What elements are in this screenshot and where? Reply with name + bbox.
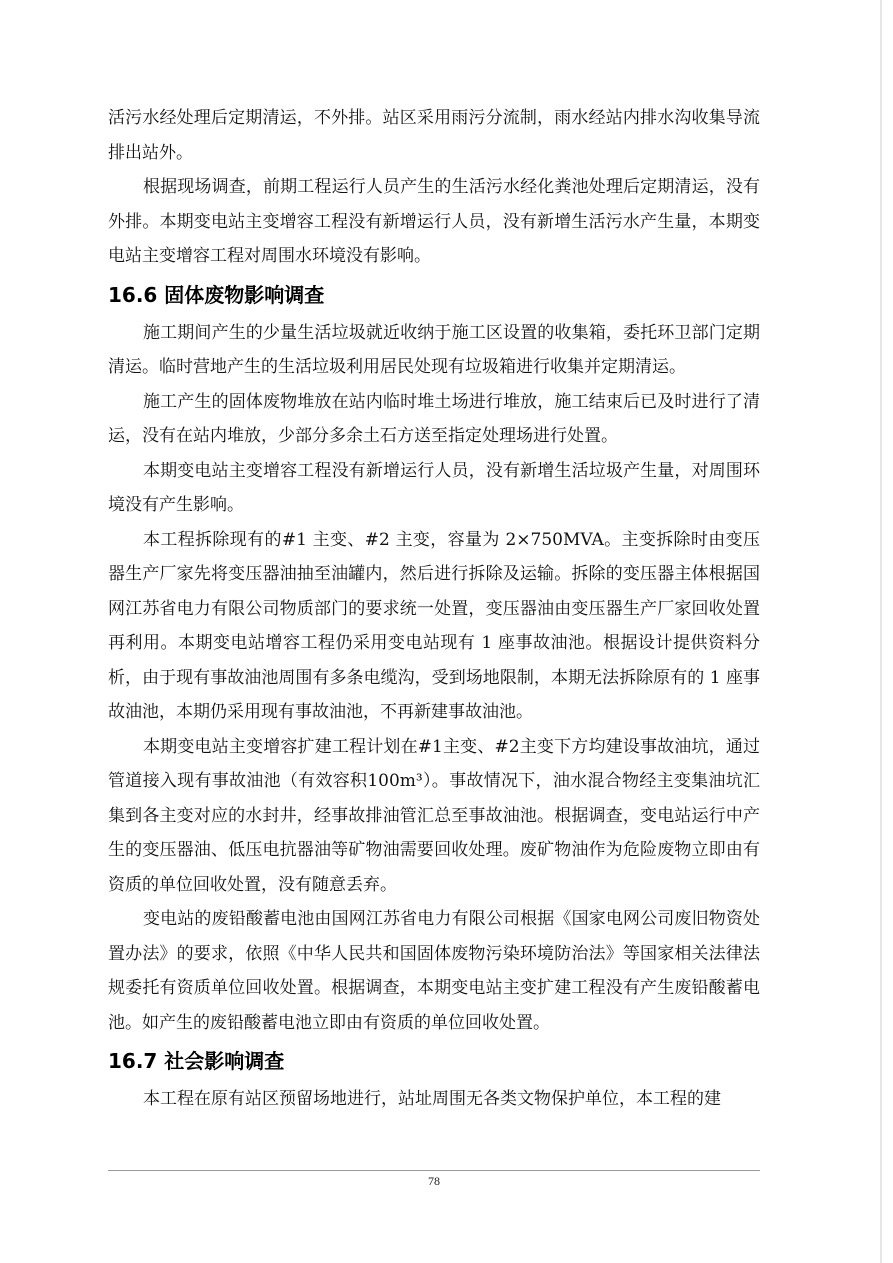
paragraph: 施工产生的固体废物堆放在站内临时堆土场进行堆放，施工结束后已及时进行了清运，没有在站内堆放，少部分多余土石方送至指定处理场进行处置。	[108, 391, 760, 446]
section-heading-16-6: 16.6 固体废物影响调查	[108, 282, 325, 307]
paragraph: 根据现场调查，前期工程运行人员产生的生活污水经化粪池处理后定期清运，没有外排。本期变电站主变增容工程没有新增运行人员，没有新增生活污水产生量，本期变电站主变增容工程对周围水环境没有影响。	[108, 177, 760, 266]
section-heading-16-7: 16.7 社会影响调查	[108, 1049, 285, 1073]
page-number: 78	[428, 1174, 440, 1188]
page-body	[108, 101, 760, 1117]
paragraph: 变电站的废铅酸蓄电池由国网江苏省电力有限公司根据《国家电网公司废旧物资处置办法》的要求，依照《中华人民共和国固体废物污染环境防治法》等国家相关法律法规委托有资质单位回收处置。根据调查，本期变电站主变扩建工程没有产生废铅酸蓄电池。如产生的废铅酸蓄电池立即由有资质的单位回收处置。	[108, 909, 760, 1033]
paragraph: 施工期间产生的少量生活垃圾就近收纳于施工区设置的收集箱，委托环卫部门定期清运。临时营地产生的生活垃圾利用居民处现有垃圾箱进行收集并定期清运。	[108, 322, 760, 377]
paragraph: 本期变电站主变增容工程没有新增运行人员，没有新增生活垃圾产生量，对周围环境没有产生影响。	[108, 460, 760, 515]
paragraph-continuation: 活污水经处理后定期清运，不外排。站区采用雨污分流制，雨水经站内排水沟收集导流排出站外。	[108, 108, 760, 163]
paragraph: 本工程拆除现有的#1 主变、#2 主变，容量为 2×750MVA。主变拆除时由变压器生产厂家先将变压器油抽至油罐内，然后进行拆除及运输。拆除的变压器主体根据国网江苏省电力有限公司物质部门的要求统一处置，变压器油由变压器生产厂家回收处置再利用。本期变电站增容工程仍采用变电站现有 1 座事故油池。根据设计提供资料分析，由于现有事故油池周围有多条电缆沟，受到场地限制，本期无法拆除原有的 1 座事故油池，本期仍采用现有事故油池，不再新建事故油池。	[108, 529, 760, 722]
footer-divider	[108, 1170, 760, 1171]
paragraph: 本期变电站主变增容扩建工程计划在#1主变、#2主变下方均建设事故油坑，通过管道接入现有事故油池（有效容积100m³）。事故情况下，油水混合物经主变集油坑汇集到各主变对应的水封井，经事故排油管汇总至事故油池。根据调查，变电站运行中产生的变压器油、低压电抗器油等矿物油需要回收处理。废矿物油作为危险废物立即由有资质的单位回收处置，没有随意丢弃。	[108, 736, 760, 895]
paragraph: 本工程在原有站区预留场地进行，站址周围无各类文物保护单位，本工程的建	[143, 1089, 721, 1109]
page-edge-shadow	[880, 0, 882, 1263]
